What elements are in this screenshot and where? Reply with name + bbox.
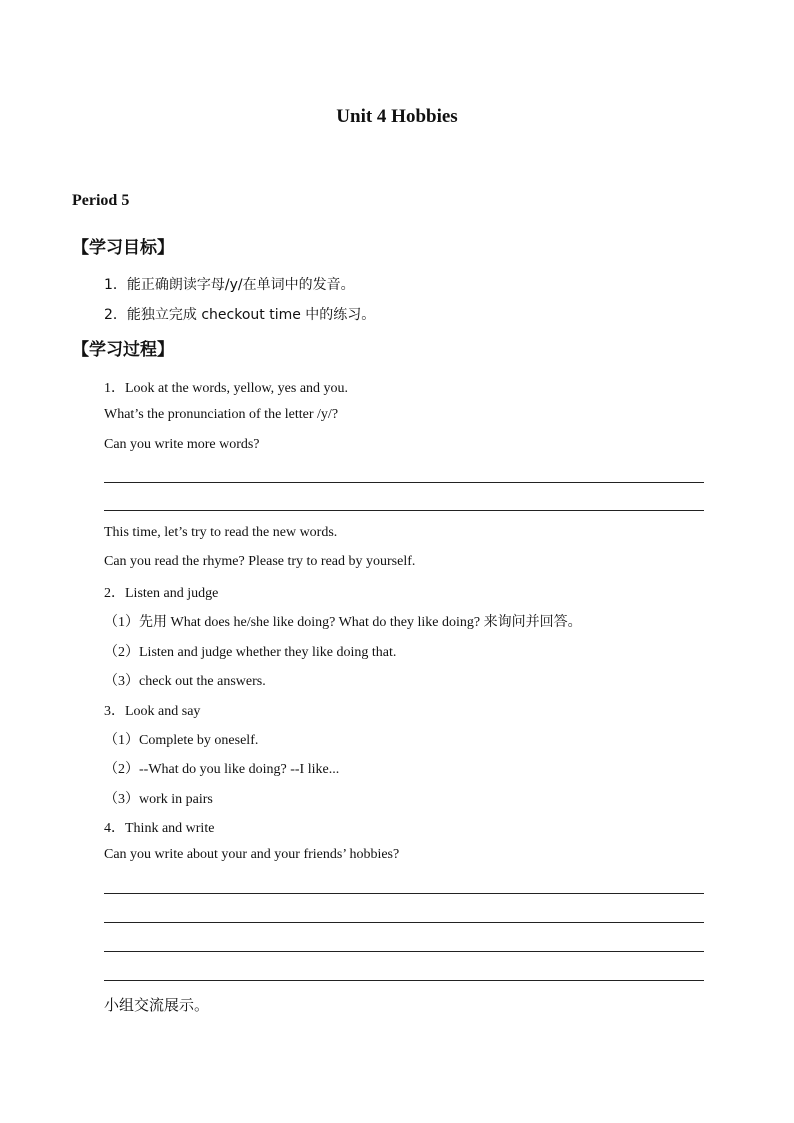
period-heading: Period 5	[72, 192, 130, 209]
step-4-prompt: Can you write about your and your friends’ hobbies?	[104, 847, 400, 862]
closing-note: 小组交流展示。	[104, 996, 210, 1014]
step-1-prompt: Can you write more words?	[104, 437, 260, 452]
read-new-words: This time, let’s try to read the new words.	[104, 525, 338, 540]
step-3-heading: 3．Look and say	[104, 704, 201, 719]
goal-item-2: 2．能独立完成 checkout time 中的练习。	[104, 307, 376, 323]
goal-item-1: 1．能正确朗读字母/y/在单词中的发音。	[104, 277, 355, 293]
step-1-instruction: 1．Look at the words, yellow, yes and you.	[104, 381, 349, 396]
answer-line[interactable]	[104, 893, 704, 894]
answer-line[interactable]	[104, 510, 704, 511]
step-4-heading: 4．Think and write	[104, 821, 215, 836]
step-2-sub-3: （3）check out the answers.	[104, 674, 266, 689]
read-rhyme: Can you read the rhyme? Please try to read by yourself.	[104, 554, 416, 569]
step-3-sub-1: （1）Complete by oneself.	[104, 733, 259, 748]
step-2-sub-1: （1）先用 What does he/she like doing? What do they like doing? 来询问并回答。	[104, 615, 582, 630]
process-header: 【学习过程】	[72, 340, 174, 360]
goals-header: 【学习目标】	[72, 238, 174, 258]
step-3-sub-2: （2）--What do you like doing? --I like...	[104, 762, 340, 777]
answer-line[interactable]	[104, 482, 704, 483]
answer-line[interactable]	[104, 922, 704, 923]
step-2-sub-2: （2）Listen and judge whether they like doing that.	[104, 645, 397, 660]
step-1-question: What’s the pronunciation of the letter /y/?	[104, 407, 339, 422]
step-2-heading: 2．Listen and judge	[104, 586, 219, 601]
step-3-sub-3: （3）work in pairs	[104, 792, 213, 807]
answer-line[interactable]	[104, 951, 704, 952]
answer-line[interactable]	[104, 980, 704, 981]
page-title: Unit 4 Hobbies	[336, 106, 458, 127]
